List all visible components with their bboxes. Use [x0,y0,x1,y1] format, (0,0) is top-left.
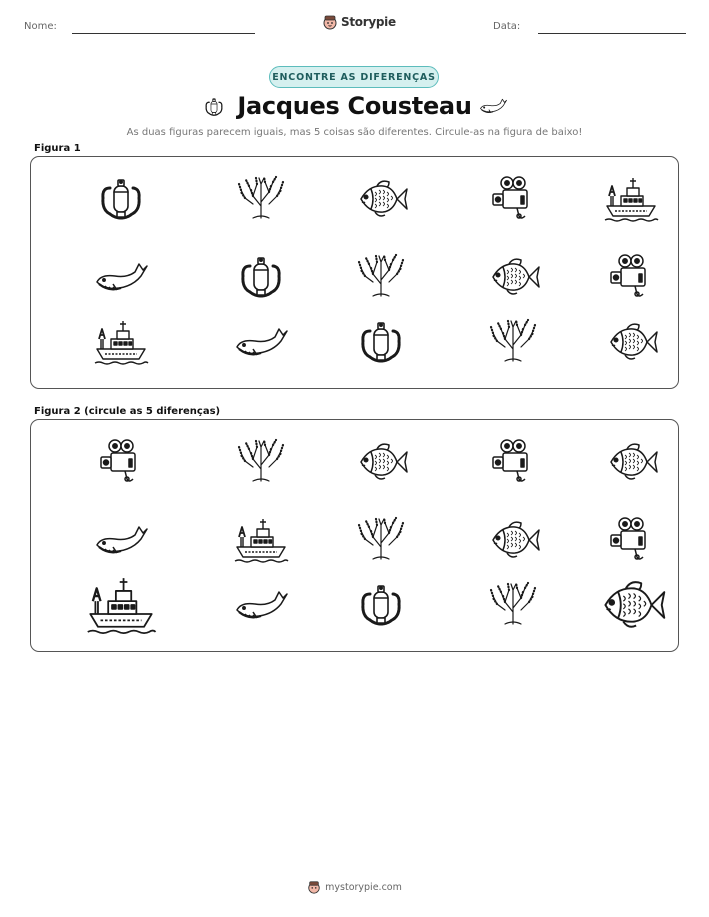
fish-icon[interactable] [592,573,670,637]
diving-tank-icon [91,174,151,224]
diving-tank-icon[interactable] [351,580,411,630]
instructions: As duas figuras parecem iguais, mas 5 coisas são diferentes. Circule-as na figura de baixo! [126,127,583,138]
fish-icon[interactable] [601,437,661,487]
brand-name: Storypie [341,15,396,29]
date-label: Data: [493,21,521,32]
footer [0,880,709,894]
fish-icon [601,317,661,367]
whale-icon [91,252,151,302]
diving-tank-icon [201,92,227,122]
storypie-mascot-icon [307,880,321,894]
figure-2-panel [30,419,679,652]
boat-icon[interactable] [231,515,291,565]
camera-icon[interactable] [601,515,661,565]
page-title: Jacques Cousteau [237,92,472,120]
camera-icon [483,174,543,224]
figure-1-panel [30,156,679,389]
coral-icon [483,317,543,367]
storypie-brand [322,14,396,30]
coral-icon[interactable] [231,437,291,487]
boat-icon [91,317,151,367]
coral-icon [231,174,291,224]
boat-icon[interactable] [82,573,160,637]
figure-2-label: Figura 2 (circule as 5 diferenças) [34,406,221,417]
fish-icon[interactable] [351,437,411,487]
whale-icon[interactable] [231,580,291,630]
name-line[interactable] [72,33,255,34]
coral-icon [351,252,411,302]
name-label: Nome: [24,21,57,32]
boat-icon [601,174,661,224]
footer-url[interactable]: mystorypie.com [325,881,402,893]
storypie-mascot-icon [322,14,338,30]
camera-icon [601,252,661,302]
diving-tank-icon [351,317,411,367]
fish-icon [351,174,411,224]
whale-icon [477,93,509,119]
date-line[interactable] [538,33,686,34]
coral-icon[interactable] [483,580,543,630]
camera-icon[interactable] [483,437,543,487]
fish-icon[interactable] [483,515,543,565]
activity-badge: ENCONTRE AS DIFERENÇAS [269,66,439,88]
fish-icon [483,252,543,302]
camera-icon[interactable] [91,437,151,487]
diving-tank-icon [231,252,291,302]
coral-icon[interactable] [351,515,411,565]
whale-icon [231,317,291,367]
figure-1-label: Figura 1 [34,143,81,154]
whale-icon[interactable] [91,515,151,565]
